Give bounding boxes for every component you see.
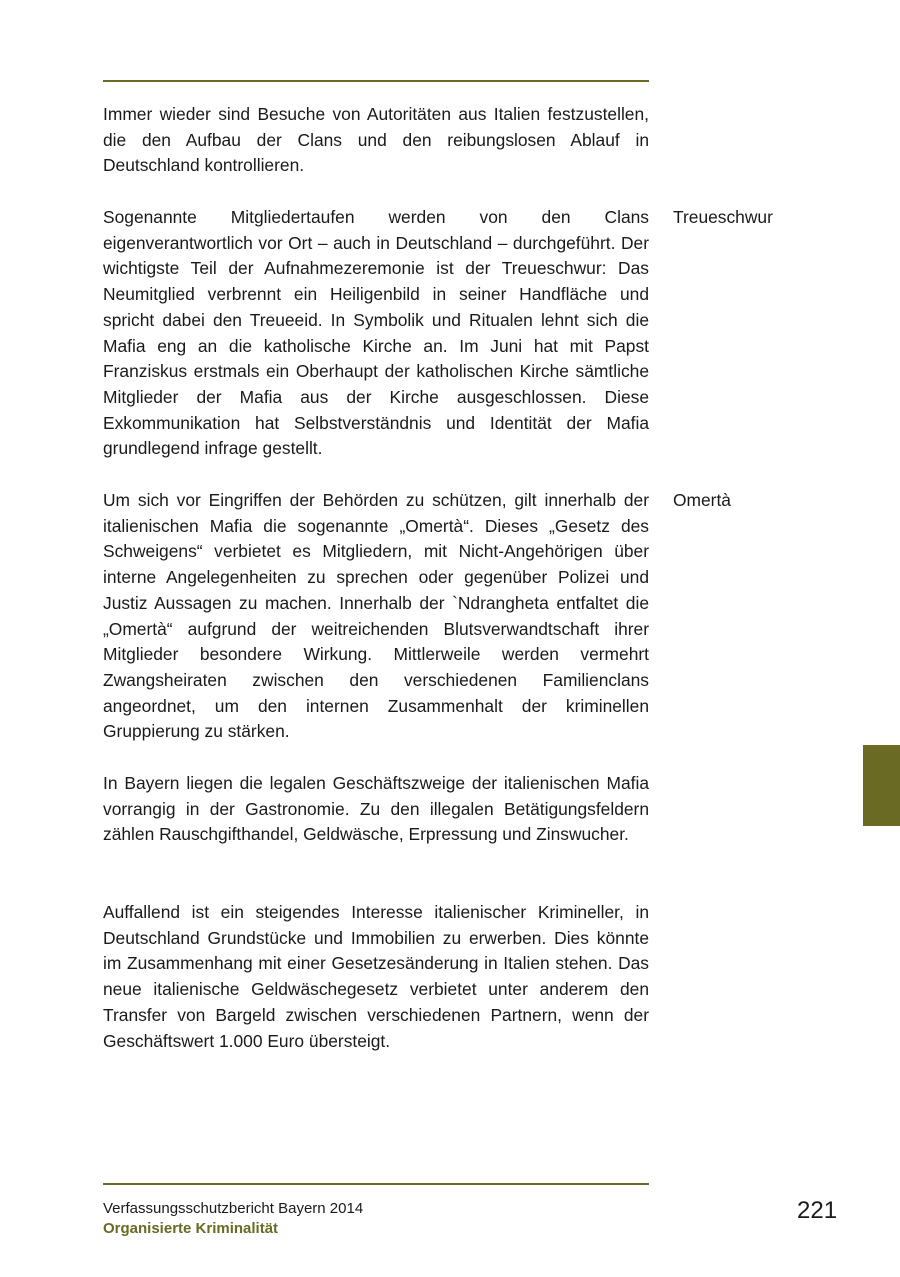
margin-note-treueschwur: Treueschwur (673, 207, 773, 227)
paragraph-1: Immer wieder sind Besuche von Autoritäten aus Italien festzustellen, die den Aufbau der Clans und den reibungslosen Ablauf in Deutschland kontrollieren. (103, 104, 649, 176)
page-number: 221 (797, 1197, 838, 1224)
paragraph-4: In Bayern liegen die legalen Geschäftszweige der italienischen Mafia vorrangig in der Gastronomie. Zu den illegalen Betätigungsfeldern zählen Rauschgifthandel, Geldwäsche, Erpressung und Zinswucher. (103, 773, 649, 845)
paragraph-2: Sogenannte Mitgliedertaufen werden von den Clans eigenverantwortlich vor Ort – auch in Deutschland – durchgeführt. Der wichtigste Teil der Aufnahmezeremonie ist der Treueschwur: Das Neumitglied verbrennt ein Heiligenbild in seiner Handfläche und spricht dabei den Treueeid. In Symbolik und Ritualen lehnt sich die Mafia eng an die katholische Kirche an. Im Juni hat mit Papst Franziskus erstmals ein Oberhaupt der katholischen Kirche sämtliche Mitglieder der Mafia aus der Kirche ausgeschlossen. Diese Exkommunikation hat Selbstverständnis und Identität der Mafia grundlegend infrage gestellt. (103, 207, 649, 459)
footer-section-title: Organisierte Kriminalität (103, 1220, 279, 1237)
top-divider (103, 80, 649, 82)
paragraph-5: Auffallend ist ein steigendes Interesse italienischer Krimineller, in Deutschland Grundstücke und Immobilien zu erwerben. Dies könnte im Zusammenhang mit einer Gesetzesänderung in Italien stehen. Das neue italienische Geldwäschegesetz verbietet unter anderem den Transfer von Bargeld zwischen verschiedenen Partnern, wenn der Geschäftswert 1.000 Euro übersteigt. (103, 902, 649, 1051)
chapter-side-tab (863, 745, 900, 826)
paragraph-3: Um sich vor Eingriffen der Behörden zu schützen, gilt innerhalb der italienischen Mafia die sogenannte „Omertà“. Dieses „Gesetz des Schweigens“ verbietet es Mitgliedern, mit Nicht-Angehörigen über interne Angelegenheiten zu sprechen oder gegenüber Polizei und Justiz Aussagen zu machen. Innerhalb der `Ndrangheta entfaltet die „Omertà“ aufgrund der weitreichenden Blutsverwandtschaft ihrer Mitglieder besondere Wirkung. Mittlerweile werden vermehrt Zwangsheiraten zwischen den verschiedenen Familienclans angeordnet, um den internen Zusammenhalt der kriminellen Gruppierung zu stärken. (103, 490, 649, 742)
margin-note-omerta: Omertà (673, 490, 731, 510)
bottom-divider (103, 1183, 649, 1185)
footer-report-title: Verfassungsschutzbericht Bayern 2014 (103, 1200, 364, 1217)
